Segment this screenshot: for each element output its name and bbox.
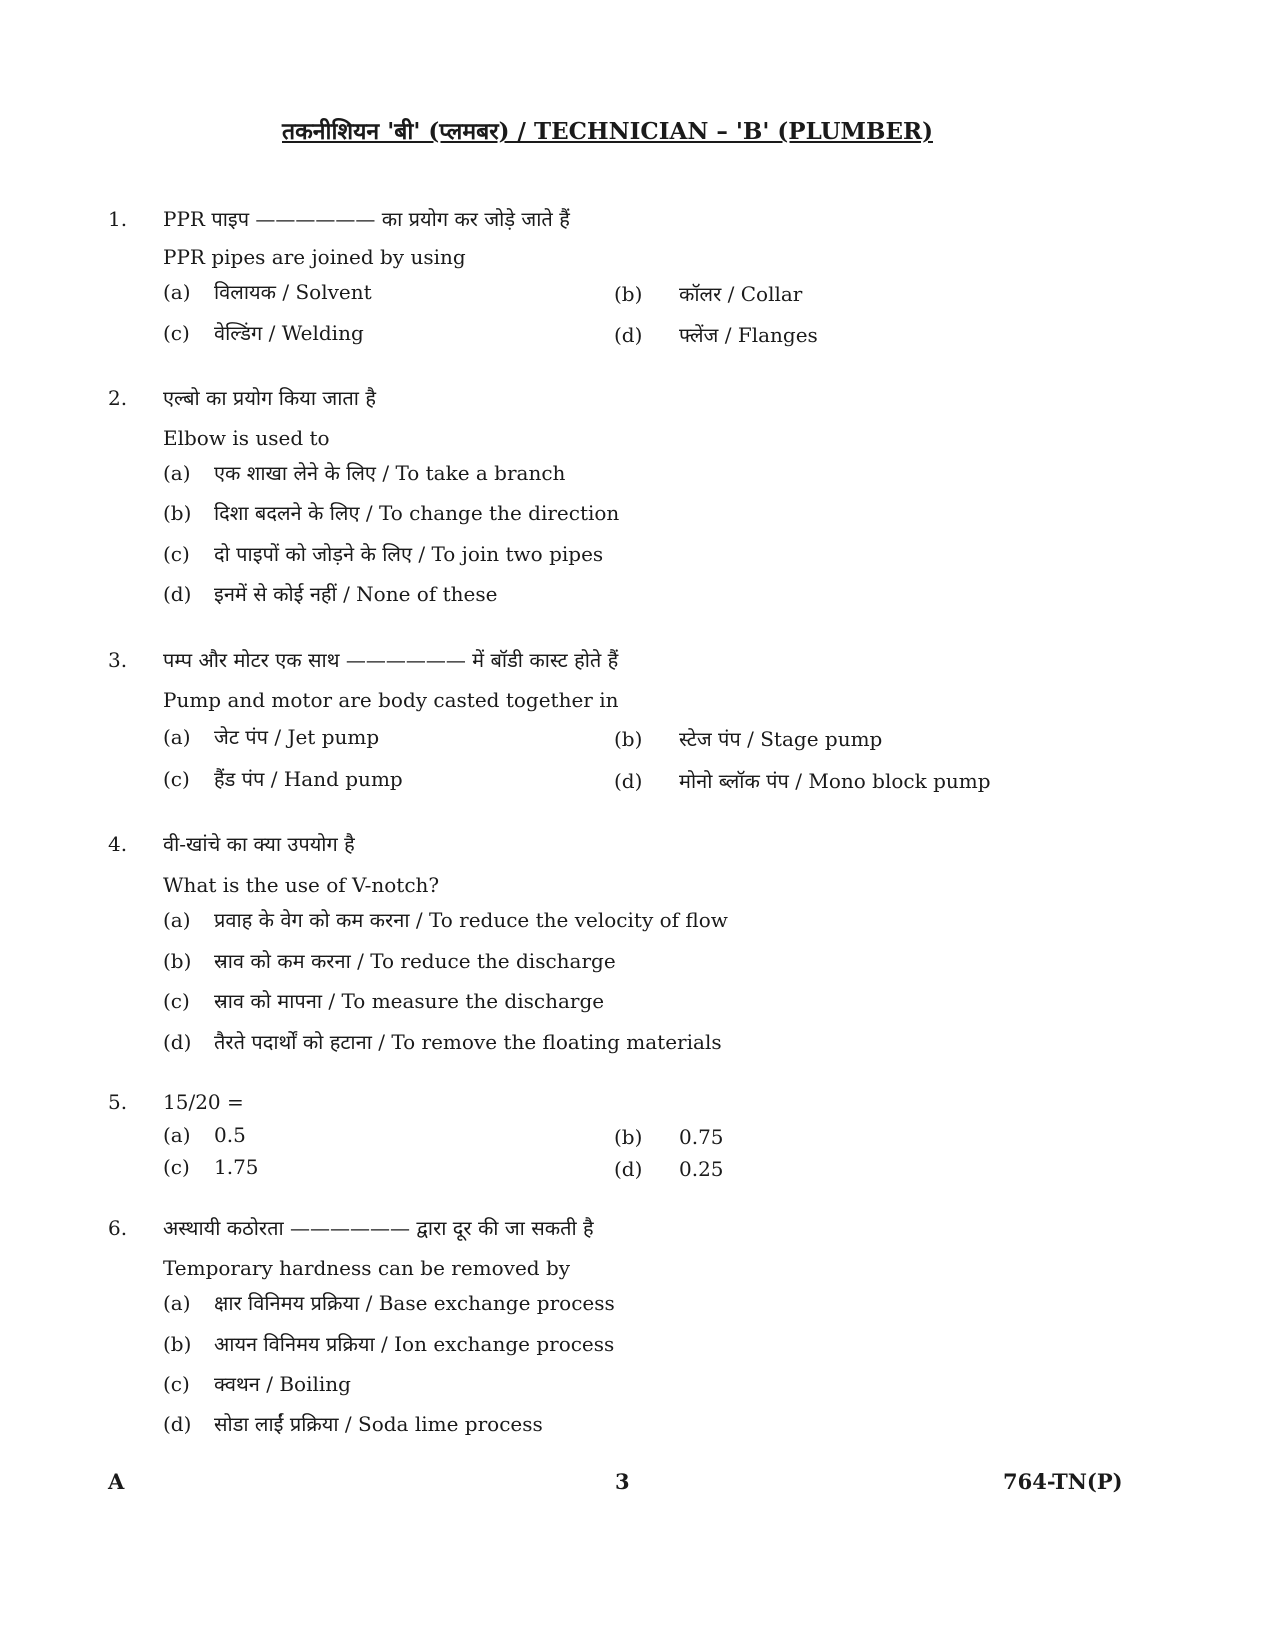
option-text: एक शाखा लेने के लिए / To take a branch: [214, 461, 566, 485]
option-text: हैंड पंप / Hand pump: [214, 767, 403, 791]
option-label: (c): [163, 767, 190, 791]
option-label: (d): [163, 1030, 192, 1054]
question-text-english: PPR pipes are joined by using: [163, 245, 466, 269]
option-label: (c): [163, 1372, 190, 1396]
option-text: प्रवाह के वेग को कम करना / To reduce the velocity of flow: [214, 908, 728, 932]
option-label: (c): [163, 321, 190, 345]
footer-series: A: [108, 1469, 125, 1494]
option-text: 0.25: [679, 1157, 724, 1181]
option-text: जेट पंप / Jet pump: [214, 725, 380, 749]
question-number: 2.: [108, 386, 128, 410]
option-label: (d): [614, 769, 643, 793]
option-text: 1.75: [214, 1155, 259, 1179]
question-text-hindi: एल्बो का प्रयोग किया जाता है: [163, 386, 376, 410]
option-text: सोडा लाईं प्रक्रिया / Soda lime process: [214, 1412, 543, 1436]
option-text: तैरते पदार्थों को हटाना / To remove the floating materials: [214, 1030, 722, 1054]
page-title: तकनीशियन 'बी' (प्लमबर) / TECHNICIAN – 'B' (PLUMBER): [282, 118, 933, 145]
footer-page-number: 3: [615, 1469, 630, 1494]
option-text: कॉलर / Collar: [679, 282, 803, 306]
option-text: क्वथन / Boiling: [214, 1372, 351, 1396]
option-label: (c): [163, 1155, 190, 1179]
option-text: स्राव को कम करना / To reduce the discharge: [214, 949, 616, 973]
option-label: (c): [163, 989, 190, 1013]
question-number: 5.: [108, 1090, 128, 1114]
option-label: (a): [163, 1291, 191, 1315]
question-text-hindi: पम्प और मोटर एक साथ —————— में बॉडी कास्ट होते हैं: [163, 648, 619, 672]
option-text: 0.5: [214, 1123, 246, 1147]
option-label: (d): [163, 1412, 192, 1436]
question-number: 6.: [108, 1216, 128, 1240]
option-label: (d): [614, 323, 643, 347]
option-text: वेल्डिंग / Welding: [214, 321, 364, 345]
option-text: आयन विनिमय प्रक्रिया / Ion exchange process: [214, 1332, 615, 1356]
question-number: 4.: [108, 832, 128, 856]
option-text: दो पाइपों को जोड़ने के लिए / To join two pipes: [214, 542, 604, 566]
option-text: मोनो ब्लॉक पंप / Mono block pump: [679, 769, 991, 793]
option-label: (a): [163, 461, 191, 485]
option-text: विलायक / Solvent: [214, 280, 372, 304]
option-label: (b): [163, 949, 192, 973]
question-text-hindi: 15/20 =: [163, 1090, 244, 1114]
option-text: क्षार विनिमय प्रक्रिया / Base exchange process: [214, 1291, 615, 1315]
question-number: 3.: [108, 648, 128, 672]
question-text-hindi: वी-खांचे का क्या उपयोग है: [163, 832, 355, 856]
option-label: (c): [163, 542, 190, 566]
option-label: (a): [163, 280, 191, 304]
option-label: (b): [614, 1125, 643, 1149]
footer-code: 764-TN(P): [1003, 1469, 1123, 1494]
option-text: 0.75: [679, 1125, 724, 1149]
option-text: स्टेज पंप / Stage pump: [679, 727, 883, 751]
option-label: (a): [163, 908, 191, 932]
question-text-hindi: अस्थायी कठोरता —————— द्वारा दूर की जा सकती है: [163, 1216, 594, 1240]
question-text-english: Pump and motor are body casted together in: [163, 688, 619, 712]
option-label: (b): [614, 282, 643, 306]
question-text-english: Temporary hardness can be removed by: [163, 1256, 571, 1280]
option-label: (b): [614, 727, 643, 751]
option-label: (b): [163, 1332, 192, 1356]
option-text: इनमें से कोई नहीं / None of these: [214, 582, 498, 606]
question-text-hindi: PPR पाइप —————— का प्रयोग कर जोड़े जाते हैं: [163, 207, 570, 231]
option-text: फ्लेंज / Flanges: [679, 323, 818, 347]
option-text: दिशा बदलने के लिए / To change the direction: [214, 501, 620, 525]
question-number: 1.: [108, 207, 128, 231]
option-label: (d): [163, 582, 192, 606]
option-text: स्राव को मापना / To measure the discharge: [214, 989, 605, 1013]
option-label: (a): [163, 725, 191, 749]
option-label: (a): [163, 1123, 191, 1147]
question-text-english: What is the use of V-notch?: [163, 873, 440, 897]
option-label: (b): [163, 501, 192, 525]
option-label: (d): [614, 1157, 643, 1181]
question-text-english: Elbow is used to: [163, 426, 330, 450]
